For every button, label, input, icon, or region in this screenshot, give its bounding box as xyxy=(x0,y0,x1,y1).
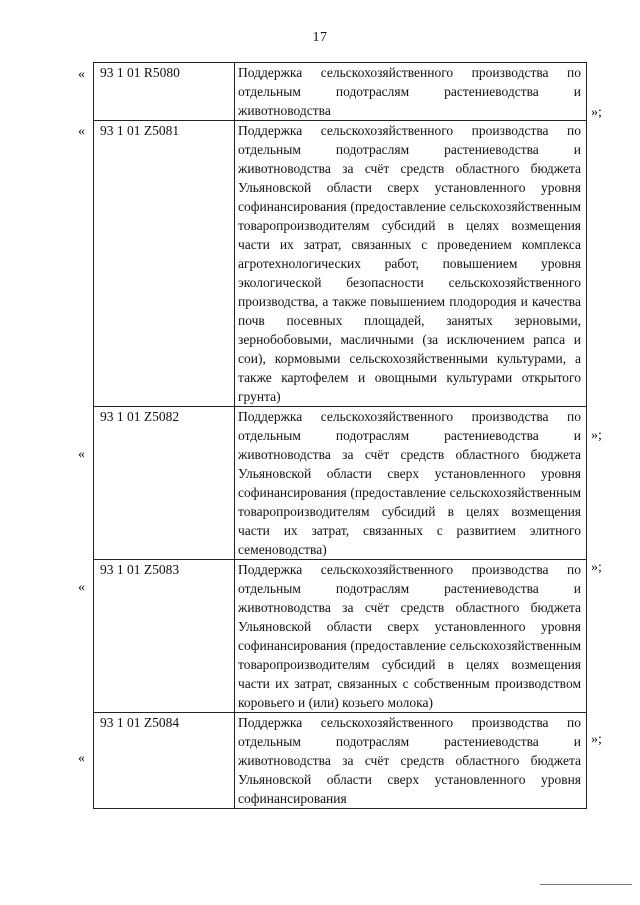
description-text: Поддержка сельскохозяйственного производства по отдельным подотраслям растениеводства и животноводства за счёт средств областного бюджета Ульяновской области сверх установленного уровня софинансирования (предоставление сельскохозяйственным товаропроизводителям субсидий в целях возмещения части их затрат, связанных с собственным производством коровьего и (или) козьего молока) xyxy=(238,562,581,710)
description-text: Поддержка сельскохозяйственного производства по отдельным подотраслям растениеводства и животноводства за счёт средств областного бюджета Ульяновской области сверх установленного уровня софинансирования xyxy=(238,715,581,806)
row-4-close-quote: »; xyxy=(591,732,602,747)
description-text: Поддержка сельскохозяйственного производства по отдельным подотраслям растениеводства и животноводства за счёт средств областного бюджета Ульяновской области сверх установленного уровня софинансирования (предоставление сельскохозяйственным товаропроизводителям субсидий в целях возмещения части их затрат, связанных с проведением комплекса агротехнологических работ, повышением уровня экологической безопасности сельскохозяйственного производства, а также повышением плодородия и качества почв посевных площадей, занятых зерновыми, зернобобовыми, масличными (за исключением рапса и сои), кормовыми сельскохозяйственными культурами, а также картофелем и овощными культурами открытого грунта) xyxy=(238,123,581,404)
budget-codes-table xyxy=(93,62,587,809)
row-5-open-quote: « xyxy=(78,751,85,766)
row-2-close-quote: »; xyxy=(591,428,602,443)
row-3-close-quote: »; xyxy=(591,560,602,575)
description-cell xyxy=(235,407,587,560)
code-cell: 93 1 01 Z5081 xyxy=(94,121,235,407)
table-row xyxy=(94,713,587,809)
code-cell: 93 1 01 Z5082 xyxy=(94,407,235,560)
row-4-open-quote: « xyxy=(78,580,85,595)
description-cell xyxy=(235,560,587,713)
code-cell: 93 1 01 Z5084 xyxy=(94,713,235,809)
table-row xyxy=(94,407,587,560)
row-1-close-quote: »; xyxy=(591,105,602,120)
table-row xyxy=(94,121,587,407)
table-row xyxy=(94,63,587,121)
description-cell xyxy=(235,713,587,809)
code-cell: 93 1 01 Z5083 xyxy=(94,560,235,713)
row-2-open-quote: « xyxy=(78,124,85,139)
page-number: 17 xyxy=(312,30,328,45)
table-row xyxy=(94,560,587,713)
row-3-open-quote: « xyxy=(78,447,85,462)
description-cell xyxy=(235,121,587,407)
description-text: Поддержка сельскохозяйственного производства по отдельным подотраслям растениеводства и животноводства за счёт средств областного бюджета Ульяновской области сверх установленного уровня софинансирования (предоставление сельскохозяйственным товаропроизводителям субсидий в целях возмещения части их затрат, связанных с развитием элитного семеноводства) xyxy=(238,409,581,557)
description-text: Поддержка сельскохозяйственного производства по отдельным подотраслям растениеводства и животноводства xyxy=(238,65,581,118)
description-cell xyxy=(235,63,587,121)
footer-divider xyxy=(540,884,632,885)
row-1-open-quote: « xyxy=(78,67,85,82)
code-cell: 93 1 01 R5080 xyxy=(94,63,235,121)
